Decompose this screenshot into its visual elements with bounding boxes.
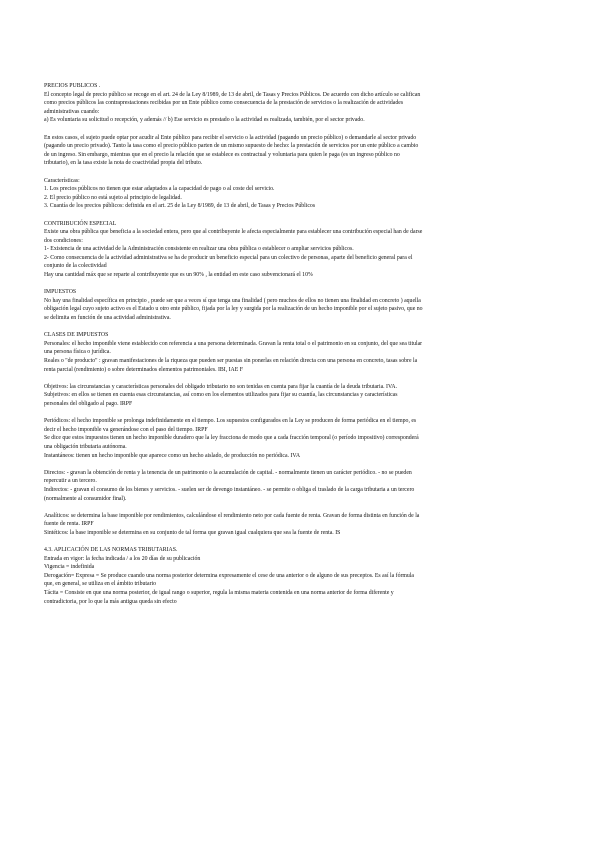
text-line: una persona física o jurídica. (44, 349, 111, 356)
text-line: Entrada en vigor: la fecha indicada / a los 20 días de su publicación (44, 555, 201, 562)
text-line: 4.3. APLICACIÓN DE LAS NORMAS TRIBUTARIAS. (44, 547, 178, 554)
text-line: obligación legal cuyo sujeto activo es el Estado u otro ente público, fijada por la ley y surgida por la realización de un hecho imponible por el sujeto pasivo, que no (44, 306, 423, 313)
text-line: tributario), en la tasa existe la nota de coactividad propia del tributo. (44, 160, 203, 167)
text-line: 3. Cuantía de los precios públicos: definida en el art. 25 de la Ley 8/1989, de 13 de abril, de Tasas y Precios Públicos (44, 203, 316, 210)
paragraph (44, 469, 564, 503)
text-line: En estos casos, el sujeto puede optar por acudir al Ente público para recibir el servicio o la actividad (pagando un precio público) o demandarle al sector privado (44, 134, 417, 141)
paragraph (44, 134, 564, 168)
text-line: CLASES DE IMPUESTOS (44, 332, 109, 339)
paragraph-gap (44, 460, 564, 469)
paragraph (44, 383, 564, 409)
text-line: fuente de renta. IRPF (44, 521, 94, 528)
text-line: personales del obligado al pago. IRPF (44, 400, 133, 407)
text-line: Instantáneos: tienen un hecho imponible que aparece como un hecho aislado, de producción no periódica. IVA (44, 452, 300, 459)
paragraph (44, 220, 564, 280)
paragraph-gap (44, 374, 564, 383)
text-line: El concepto legal de precio público se recoge en el art. 24 de la Ley 8/1989, de 13 de abril, de Tasas y Precios Públicos. De acuerdo con dicho artículo se califican (44, 91, 421, 98)
text-line: Tácita = Consiste en que una norma posterior, de igual rango o superior, regula la misma materia contenida en una norma anterior de forma diferente y (44, 590, 394, 597)
paragraph-gap (44, 211, 564, 220)
text-line: decir el hecho imponible va generándose con el paso del tiempo. IRPF (44, 426, 208, 433)
paragraph-gap (44, 168, 564, 177)
paragraph (44, 288, 564, 322)
text-line: No hay una finalidad específica en principio , puede ser que a veces sí que tenga una finalidad ( pero muchos de ellos no tienen una finalidad en concreto ) aquella (44, 297, 421, 304)
paragraph (44, 82, 564, 125)
paragraph (44, 417, 564, 460)
text-line: (pagando un precio privado). Tanto la tasa como el precio público parten de un mismo supuesto de hecho: la prestación de servicios por un ente público a cambio (44, 143, 419, 150)
paragraph-gap (44, 280, 564, 289)
text-line: Analíticos: se determina la base imponible por rendimientos, calculándose el rendimiento neto por cada fuente de renta. Gravan de forma distinta en función de la (44, 512, 420, 519)
text-line: Reales o "de producto" : gravan manifestaciones de la riqueza que pueden ser puestas sin ponerlas en relación directa con una persona en concreto, tasas sobre la (44, 358, 418, 364)
text-line: contradictoria, por lo que la más antigua queda sin efecto (44, 598, 177, 605)
paragraph-gap (44, 537, 564, 546)
text-line: 2. El precio público no está sujeto al principio de legalidad. (44, 194, 182, 201)
text-line: Indirectos: - gravan el consumo de los bienes y servicios. - suelen ser de devengo instantáneo. - se permite o obliga el traslado de la carga tributaria a un tercero (44, 486, 415, 493)
text-line: CONTRIBUCIÓN ESPECIAL (44, 220, 117, 227)
text-line: 2- Como consecuencia de la actividad administrativa se ha de producir un beneficio especial para un colectivo de personas, aparte del beneficio general para el (44, 254, 413, 261)
text-line: de un ingreso. Sin embargo, mientras que en el precio la relación que se establece es contractual y voluntaria para quien le paga (es un ingreso público no (44, 151, 400, 158)
text-line: Existe una obra pública que beneficia a la sociedad entera, pero que al contribuyente le afecta especialmente para establecer una contribución especial han de darse (44, 229, 423, 236)
text-line: Periódicos: el hecho imponible se prolonga indefinidamente en el tiempo. Los supuestos configurados en la Ley se producen de forma periódica en el tiempo, es (44, 418, 417, 425)
text-line: 1- Existencia de una actividad de la Administración consistente en realizar una obra pública o establecer o ampliar servicios públicos. (44, 246, 354, 253)
paragraph-gap (44, 409, 564, 418)
text-line: repercutir a un tercero. (44, 478, 97, 485)
text-line: dos condiciones: (44, 237, 83, 244)
text-line: Directos: - gravan la obtención de renta y la tenencia de un patrimonio o la acumulación de capital. - normalmente tienen un carácter periódico. - no se pueden (44, 469, 412, 476)
paragraph (44, 546, 564, 606)
text-line: 1. Los precios públicos no tienen que estar adaptados a la capacidad de pago o al coste del servicio. (44, 186, 275, 193)
text-line: PRECIOS PUBLICOS . (44, 83, 101, 89)
text-line: a) Es voluntaria su solicitud o recepción, y además // b) Ese servicio es prestado o la actividad es realizada, también, por el sector privado. (44, 117, 365, 124)
text-line: se delimita en función de una actividad administrativa. (44, 315, 171, 322)
text-line: Hay una cantidad máx que se reparte al contribuyente que es un 90% , la entidad en este caso subvencionará el 10% (44, 272, 313, 279)
paragraph-gap (44, 323, 564, 332)
text-line: Derogación= Expresa = Se produce cuando una norma posterior determina expresamente el cese de una anterior o de alguno de sus preceptos. Es así la fórmula (44, 572, 414, 579)
text-line: Sintéticos: la base imponible se determina en su conjunto de tal forma que gravan igual cualquiera que sea la fuente de renta. IS (44, 529, 341, 536)
text-line: como precios públicos las contraprestaciones recibidas por un Ente público como consecuencia de la prestación de servicios o la realización de actividades (44, 100, 404, 107)
text-line: Vigencia = indefinida (44, 564, 95, 571)
text-line: Subjetivos: en ellos se tienen en cuenta esas circunstancias, así como en los elementos utilizados para fijar su cuantía, las circunstancias y características (44, 392, 398, 399)
paragraph-gap (44, 503, 564, 512)
text-line: Objetivos: las circunstancias y características personales del obligado tributario no son tenidas en cuenta para fijar la cuantía de la deuda tributaria. IVA. (44, 383, 398, 390)
text-line: conjunto de la colectividad (44, 263, 107, 270)
text-line: renta parcial (rendimiento) o sobre determinados elementos patrimoniales. IBI, IAE F (44, 366, 243, 373)
text-line: (normalmente al consumidor final). (44, 495, 127, 502)
text-line: una obligación tributaria autónoma. (44, 443, 127, 450)
paragraph (44, 512, 564, 538)
text-line: IMPUESTOS (44, 289, 77, 296)
text-line: Características: (44, 177, 80, 184)
paragraph-gap (44, 125, 564, 134)
paragraph (44, 331, 564, 374)
text-line: Se dice que estos impuestos tienen un hecho imponible duradero que la ley fracciona de modo que a cada fracción temporal (o período impositivo) corresponderá (44, 435, 419, 442)
text-line: Personales: el hecho imponible viene establecido con referencia a una persona determinada. Gravan la renta total o el patrimonio en su conjunto, del que sea titular (44, 340, 423, 347)
paragraph (44, 177, 564, 211)
document-body (44, 82, 564, 606)
text-line: administrativas cuando: (44, 108, 100, 115)
text-line: que, en general, se utiliza en el ámbito tributario (44, 581, 157, 588)
